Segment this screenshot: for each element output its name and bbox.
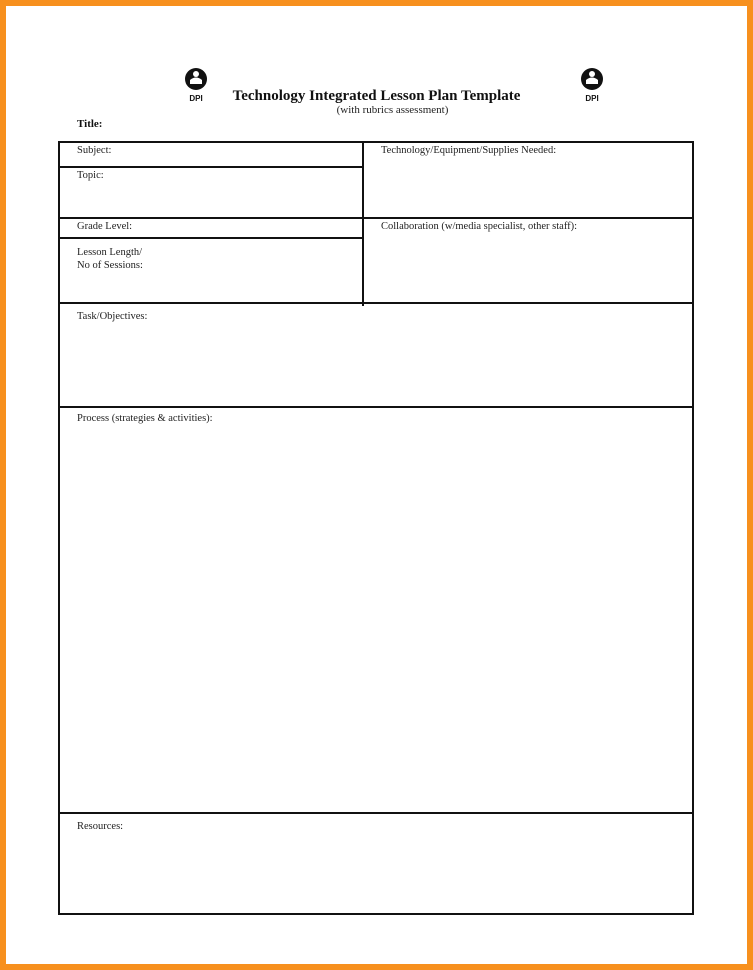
- task-objectives-field[interactable]: Task/Objectives:: [77, 311, 148, 322]
- title-label: Title:: [77, 118, 103, 130]
- row-divider: [59, 166, 363, 168]
- topic-field[interactable]: Topic:: [77, 170, 104, 181]
- row-divider: [59, 406, 694, 408]
- svg-text:DPI: DPI: [585, 94, 599, 103]
- document-title: Technology Integrated Lesson Plan Template: [232, 88, 521, 104]
- resources-field[interactable]: Resources:: [77, 821, 124, 832]
- row-divider: [59, 302, 694, 304]
- subject-field[interactable]: Subject:: [77, 145, 112, 156]
- process-field[interactable]: Process (strategies & activities):: [77, 413, 213, 424]
- row-divider: [59, 217, 694, 219]
- collaboration-field[interactable]: Collaboration (w/media specialist, other staff):: [381, 221, 578, 232]
- technology-field[interactable]: Technology/Equipment/Supplies Needed:: [381, 145, 557, 156]
- lesson-length-field[interactable]: [77, 246, 143, 272]
- row-divider: [59, 812, 694, 814]
- lesson-plan-table: [58, 141, 694, 915]
- lesson-length-label: Lesson Length/: [77, 247, 143, 258]
- sessions-label: No of Sessions:: [77, 260, 143, 271]
- svg-text:DPI: DPI: [189, 94, 203, 103]
- document-subtitle: (with rubrics assessment): [336, 104, 449, 116]
- grade-level-field[interactable]: Grade Level:: [77, 221, 133, 232]
- row-divider: [59, 237, 363, 239]
